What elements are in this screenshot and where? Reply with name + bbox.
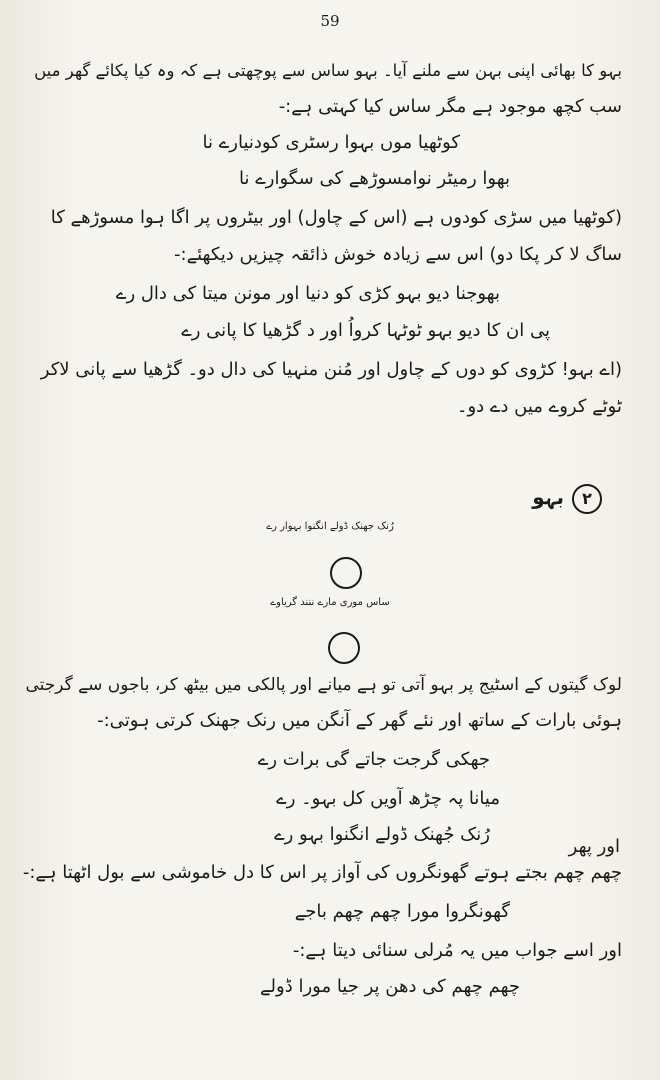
verse-line: رُنک جھنک ڈولے انگنوا بہوار رے xyxy=(266,521,394,532)
paragraph-line: ہوئی بارات کے ساتھ اور نئے گھر کے آنگن میں رنک جھنک کرتی ہوتی:- xyxy=(97,710,622,731)
paragraph-line: سب کچھ موجود ہے مگر ساس کیا کہتی ہے:- xyxy=(278,96,622,117)
paragraph-line: (کوٹھیا میں سڑی کودوں ہے (اس کے چاول) اور بیٹروں پر اگا ہوا مسوڑھے کا xyxy=(50,207,622,228)
paragraph-line: ٹوٹے کروے میں دے دو۔ xyxy=(456,396,622,417)
verse-line: کوٹھیا موں بہوا رسٹری کودنیارے نا xyxy=(202,132,460,153)
section-title: بہو xyxy=(532,485,564,509)
verse-line: بھوا رمیٹر نوامسوڑھے کی سگوارے نا xyxy=(238,168,510,189)
paragraph-line: لوک گیتوں کے اسٹیج پر بہو آتی تو ہے میانے اور پالکی میں بیٹھ کر، باجوں سے گرجتی xyxy=(25,675,622,695)
verse-line: گھونگروا مورا چھم چھم باجے xyxy=(294,901,510,922)
connector-text: اور پھر xyxy=(568,836,620,857)
verse-line: جھکی گرجت جاتے گی برات رے xyxy=(257,749,490,770)
circle-separator-icon xyxy=(328,632,360,664)
page-number: 59 xyxy=(320,12,340,30)
verse-line: رُنک جُھنک ڈولے انگنوا بہو رے xyxy=(274,824,490,845)
verse-line: ساس موری مارے ننند گریاوے xyxy=(270,597,390,608)
verse-line: میانا پہ چڑھ آویں کل بہو۔ رے xyxy=(276,788,500,809)
circle-separator-icon xyxy=(330,557,362,589)
verse-line: بھوجنا دیو بہو کڑی کو دنیا اور مونن میتا کی دال رے xyxy=(115,283,500,304)
verse-line: پی ان کا دیو بہو ٹوٹہا کرواُ اور د گڑھیا کا پانی رے xyxy=(181,320,550,341)
paragraph-line: بہو کا بھائی اپنی بہن سے ملنے آیا۔ بہو ساس سے پوچھتی ہے کہ وہ کیا پکائے گھر میں xyxy=(34,61,622,80)
paragraph-line: (اے بہو! کڑوی کو دوں کے چاول اور مُنن منہیا کی دال دو۔ گڑھیا سے پانی لاکر xyxy=(40,359,622,380)
paragraph-line: ساگ لا کر پکا دو) اس سے زیادہ خوش ذائقہ چیزیں دیکھئے:- xyxy=(174,244,622,265)
verse-line: چھم چھم کی دھن پر جیا مورا ڈولے xyxy=(260,976,520,997)
paragraph-line: اور اسے جواب میں یہ مُرلی سنائی دیتا ہے:- xyxy=(292,940,622,961)
paragraph-line: چھم چھم بجتے ہوتے گھونگروں کی آواز پر اس کا دل خاموشی سے بول اٹھتا ہے:- xyxy=(22,862,622,883)
section-number-badge: ٢ xyxy=(572,484,602,514)
